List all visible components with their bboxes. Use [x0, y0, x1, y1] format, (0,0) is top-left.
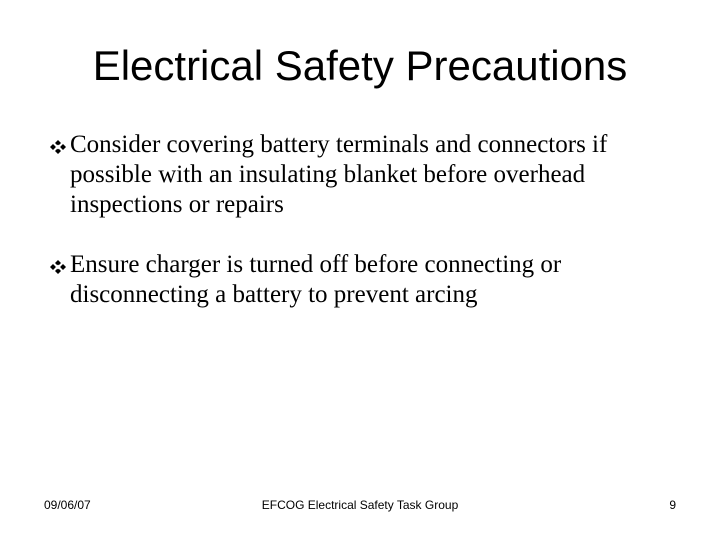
diamond-bullet-icon — [48, 259, 68, 275]
bullet-text: Consider covering battery terminals and connectors if possible with an insulating blanket before overhead inspections or repairs — [70, 131, 608, 218]
bullet-item — [48, 130, 688, 220]
diamond-bullet-icon — [48, 139, 68, 155]
footer-title: EFCOG Electrical Safety Task Group — [261, 498, 459, 512]
bullet-list — [48, 130, 688, 340]
bullet-text: Ensure charger is turned off before connecting or disconnecting a battery to prevent arcing — [70, 251, 562, 308]
page-number: 9 — [669, 498, 676, 512]
footer-date: 09/06/07 — [44, 498, 91, 512]
slide-title: Electrical Safety Precautions — [92, 42, 628, 89]
bullet-item — [48, 250, 688, 310]
